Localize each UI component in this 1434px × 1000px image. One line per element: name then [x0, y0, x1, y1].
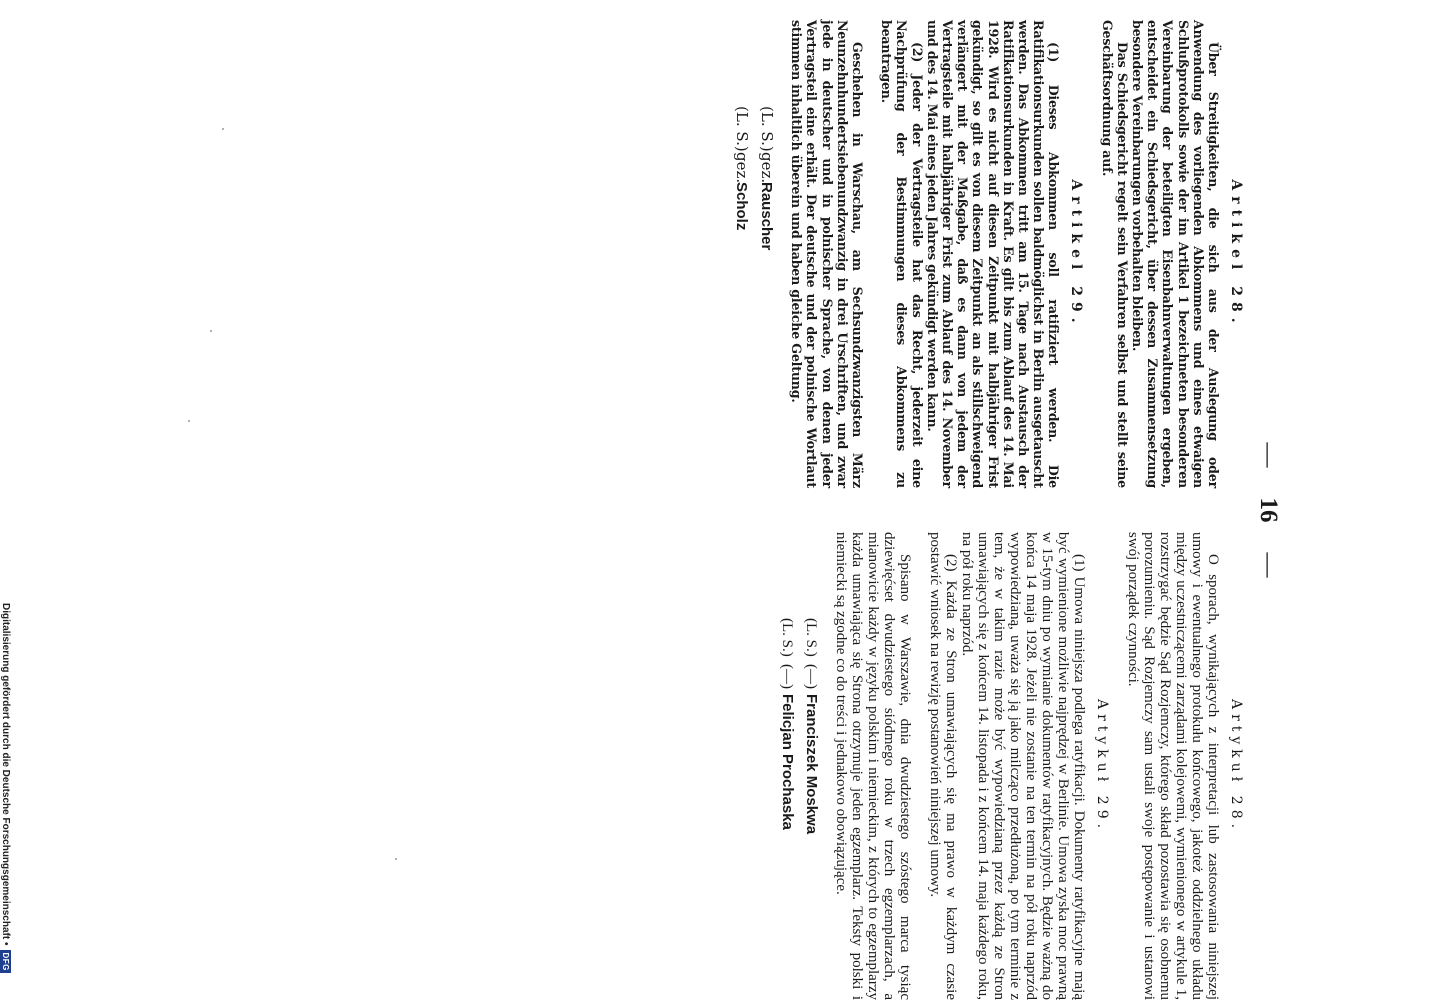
dfg-logo-icon: DFG [1, 952, 11, 971]
polish-article-28-paragraph-1: O sporach, wynikających z interpretacji lub zastosowania niniejszej umowy i ewentualnego protokułu końcowego, jakoteż oddzielnego układu między uczestniczącemi zarządami kolejowemi, wymienionego w artykule 1, rozstrzygać będzie Sąd Rozjemczy, którego skład pozostawia się osobnemu porozumieniu. Sąd Rozjemczy sam ustali swoje postępowanie i ustanowi swój porządek czynności. [1125, 532, 1221, 1000]
digitization-credit [0, 603, 13, 993]
polish-article-29-paragraph-2: (2) Każda ze Stron umawiających się ma prawo w każdym czasie postawić wniosek na rewizję postanowień niniejszej umowy. [927, 532, 959, 1000]
german-article-29-heading: Artikel 29. [1068, 179, 1085, 329]
page-header [1251, 20, 1285, 1000]
signatory-name: Felicjan Prochaska [779, 694, 796, 830]
german-closing-text: Geschehen in Warschau, am Sechsundzwanzigsten März Neunzehnhundertsiebenundzwanzig in drei Urschriften, und zwar jede in deutscher und in polnischer Sprache, von denen jeder Vertragsteil eine erhält. Der deutsche und der polnische Wortlaut stimmen inhaltlich überein und haben gleiche Geltung. [789, 20, 865, 488]
signatory-name: Franciszek Moskwa [803, 694, 820, 835]
german-article-28-paragraph-1: Über Streitigkeiten, die sich aus der Auslegung oder Anwendung des vorliegenden Abkommens und eines etwaigen Schlußprotokolls sowie der im Artikel 1 bezeichneten besonderen Vereinbarung der beteiligten Eisenbahnverwaltungen ergeben, entscheidet ein Schiedsgericht, über dessen Zusammensetzung besondere Vereinbarungen vorbehalten bleiben. [1129, 20, 1221, 488]
scan-speck [210, 330, 212, 332]
header-dash-left: — [1255, 442, 1282, 468]
scanned-page [575, 20, 1285, 1000]
credit-text: Digitalisierung gefördert durch die Deutsche Forschungsgemeinschaft • [0, 603, 12, 946]
header-dash-right: — [1255, 552, 1282, 578]
signatory-name: Scholz [732, 182, 750, 231]
polish-signature-2: (L. S.)(—)Felicjan Prochaska [779, 618, 796, 830]
page-number: 16 [1255, 497, 1282, 523]
german-article-28-heading: Artikel 28. [1228, 179, 1244, 329]
german-signature-1: (L. S.)gez.Rauscher [757, 106, 776, 251]
polish-article-28-heading: Artykuł 28. [1228, 698, 1244, 834]
polish-closing-text: Spisano w Warszawie, dnia dwudziestego szóstego marca tysiąc dziewięćset dwudziestego siódmego roku w trzech egzemplarzach, a mianowicie każdy w języku polskim i niemieckim, z których to egzemplarzy każda umawiająca się Strona otrzymuje jeden egzemplarz. Teksty polski i niemiecki są zgodne co do treści i jednakowo obowiązujące. [833, 532, 913, 1000]
polish-article-29-heading: Artykuł 29. [1094, 698, 1110, 834]
german-article-28-paragraph-2: Das Schiedsgericht regelt sein Verfahren selbst und stellt seine Geschäftsordnung auf. [1099, 20, 1130, 488]
polish-signature-1: (L. S.)(—)Franciszek Moskwa [803, 618, 820, 835]
german-article-29-paragraph-2: (2) Jeder der Vertragsteile hat das Recht, jederzeit eine Nachprüfung der Bestimmungen dieses Abkommens zu beantragen. [879, 20, 925, 488]
signatory-name: Rauscher [757, 182, 775, 251]
german-article-29-paragraph-1: (1) Dieses Abkommen soll ratifiziert werden. Die Ratifikationsurkunden sollen baldmöglichst in Berlin ausgetauscht werden. Das Abkommen tritt am 15. Tage nach Austausch der Ratifikationsurkunden in Kraft. Es gilt bis zum Ablauf des 14. Mai 1928. Wird es nicht auf diesen Zeitpunkt mit halbjähriger Frist gekündigt, so gilt es von diesem Zeitpunkt an als stillschweigend verlängert mit der Maßgabe, daß es dann von jedem der Vertragsteile mit halbjähriger Frist zum Ablauf des 14. November und des 14. Mai eines jeden Jahres gekündigt werden kann. [924, 20, 1062, 488]
scan-speck [395, 858, 397, 860]
german-column [729, 20, 1245, 488]
german-signature-2: (L. S.)gez.Scholz [732, 106, 751, 231]
polish-column [775, 532, 1245, 1000]
scan-speck [188, 420, 190, 422]
scan-speck [222, 128, 224, 130]
polish-article-29-paragraph-1: (1) Umowa niniejsza podlega ratyfikacji. Dokumenty ratyfikacyjne mają być wymienione możliwie najprędzej w Berlinie. Umowa zyska moc prawną w 15-tym dniu po wymianie dokumentów ratyfikacyjnych. Będzie ważną do końca 14 maja 1928. Jeżeli nie zostanie na ten termin na pół roku naprzód wypowiedzianą, uważa się ją jako milcząco przedłużoną, po tym terminie z tem, że w takim razie może być wypowiedzianą przez każdą ze Stron umawiających się z końcem 14. listopada i z końcem 14. maja każdego roku, na pół roku naprzód. [959, 532, 1087, 1000]
